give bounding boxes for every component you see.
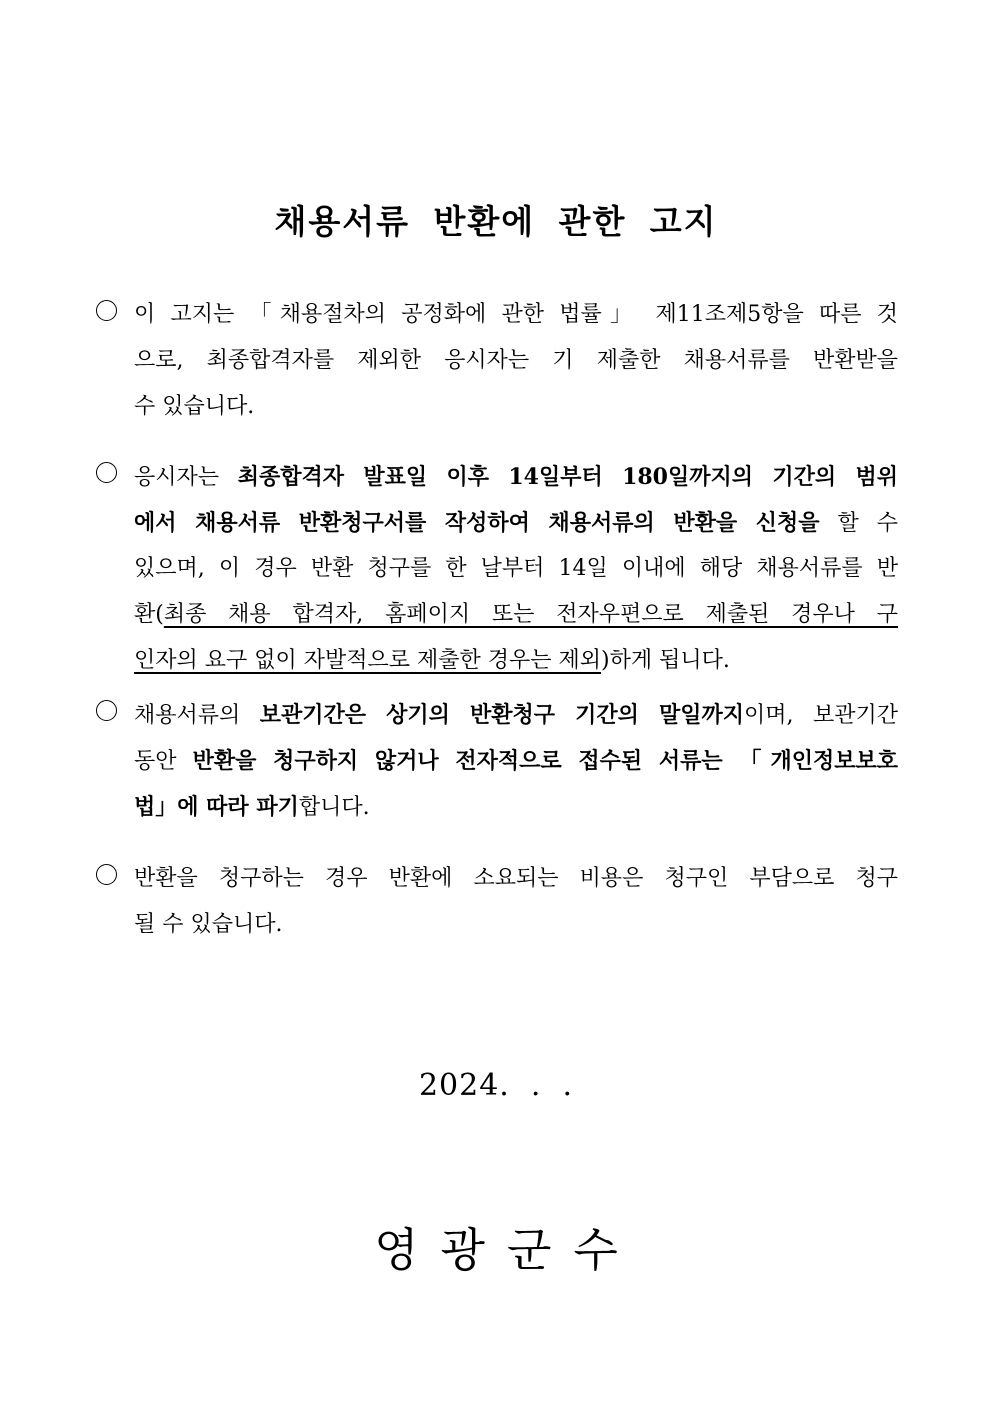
paragraph-line <box>92 592 898 638</box>
bold-text: 에서 채용서류 반환청구서를 작성하여 채용서류의 반환을 신청을 <box>134 510 820 536</box>
notice-paragraph-1 <box>92 292 898 430</box>
text-segment: 반환을 청구하는 경우 반환에 소요되는 비용은 청구인 부담으로 청구 <box>134 866 898 891</box>
paragraph-line <box>92 338 898 384</box>
notice-paragraph-3 <box>92 692 898 830</box>
paragraph-line <box>92 856 898 902</box>
document-date: 2024. . . <box>418 1068 574 1103</box>
text-segment: 이며, 보관기간 <box>744 703 898 728</box>
paragraph-line <box>92 902 898 948</box>
text-segment: 이 고지는 「채용절차의 공정화에 관한 법률」 제11조제5항을 따른 것 <box>134 302 898 327</box>
notice-paragraph-2 <box>92 454 898 684</box>
bold-text: 최종합격자 발표일 이후 14일부터 180일까지의 기간의 범위 <box>237 464 898 490</box>
paragraph-line <box>92 638 898 684</box>
bold-text: 보관기간은 상기의 반환청구 기간의 말일까지 <box>259 702 745 728</box>
issuer-signature: 영광군수 <box>374 1223 640 1277</box>
notice-paragraph-4 <box>92 856 898 948</box>
text-segment: 채용서류의 <box>134 703 260 728</box>
paragraph-line <box>92 546 898 592</box>
text-segment: 있으며, 이 경우 반환 청구를 한 날부터 14일 이내에 해당 채용서류를 반 <box>134 556 898 581</box>
text-segment: 할 수 <box>819 511 898 536</box>
paragraph-line <box>92 738 898 784</box>
paragraph-line <box>92 784 898 830</box>
text-segment: )하게 됩니다. <box>601 648 730 673</box>
paragraph-line <box>92 500 898 546</box>
bold-text: 법」에 따라 파기 <box>134 794 299 820</box>
paragraph-line <box>92 292 898 338</box>
paragraph-line <box>92 692 898 738</box>
underlined-text: 인자의 요구 없이 자발적으로 제출한 경우는 제외 <box>134 648 602 673</box>
underlined-text: 최종 채용 합격자, 홈페이지 또는 전자우편으로 제출된 경우나 구 <box>163 602 898 627</box>
text-segment: 환( <box>134 602 164 627</box>
text-segment: 될 수 있습니다. <box>134 912 283 937</box>
text-segment: 응시자는 <box>134 465 238 490</box>
paragraph-line <box>92 454 898 500</box>
text-segment: 으로, 최종합격자를 제외한 응시자는 기 제출한 채용서류를 반환받을 <box>134 348 898 373</box>
paragraph-line <box>92 384 898 430</box>
text-segment: 수 있습니다. <box>134 394 255 419</box>
bold-text: 반환을 청구하지 않거나 전자적으로 접수된 서류는 「개인정보보호 <box>192 748 898 774</box>
text-segment: 합니다. <box>298 795 370 820</box>
document-title: 채용서류 반환에 관한 고지 <box>274 202 718 241</box>
text-segment: 동안 <box>134 749 193 774</box>
